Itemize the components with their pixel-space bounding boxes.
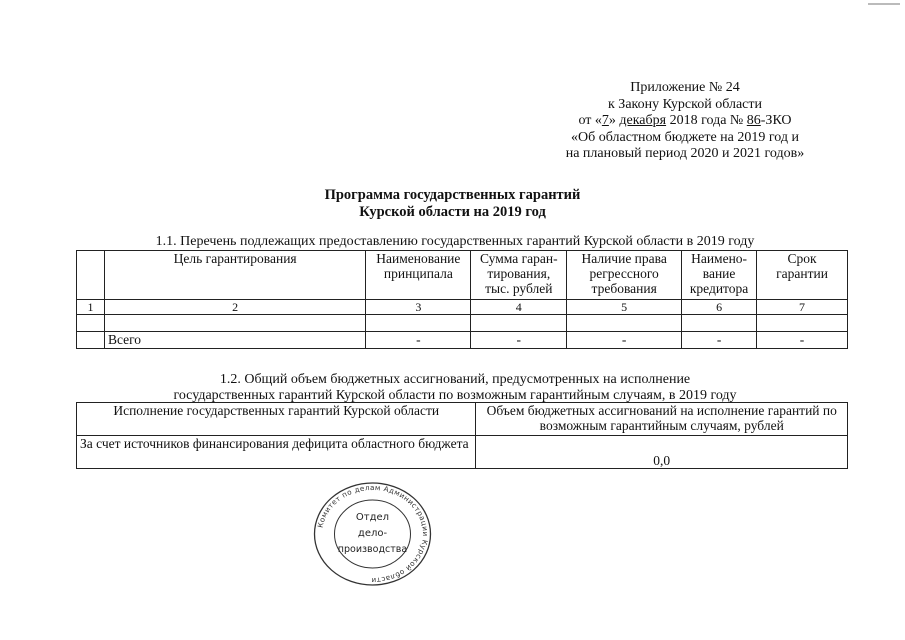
row-value: 0,0 xyxy=(476,436,848,469)
header-cell: Наименование принципала xyxy=(366,251,471,300)
appendix-header xyxy=(540,80,830,163)
total-value: - xyxy=(366,332,471,349)
appendix-line3: от «7» декабря 2018 года № 86-ЗКО xyxy=(578,113,792,128)
table-header-row xyxy=(77,403,848,436)
header-cell: Объем бюджетных ассигнований на исполнение гарантий по возможным гарантийным случаям, рублей xyxy=(476,403,848,436)
number-cell: 3 xyxy=(366,300,471,315)
header-cell: Исполнение государственных гарантий Курской области xyxy=(77,403,476,436)
header-cell: Наличие права регрессного требования xyxy=(567,251,682,300)
appendix-line5: на плановый период 2020 и 2021 годов» xyxy=(565,146,805,161)
stamp-ring-text: Комитет по делам Администрации Курской области xyxy=(315,482,431,586)
total-value: - xyxy=(471,332,567,349)
table-total-row xyxy=(77,332,848,349)
total-value: - xyxy=(567,332,682,349)
row-label: За счет источников финансирования дефицита областного бюджета xyxy=(77,436,476,469)
title-line1: Программа государственных гарантий xyxy=(324,187,581,203)
total-value: - xyxy=(682,332,757,349)
header-cell: Наимено- вание кредитора xyxy=(682,251,757,300)
header-cell: Цель гарантирования xyxy=(104,251,365,300)
official-stamp xyxy=(310,480,435,588)
document-title xyxy=(0,187,905,221)
number-cell: 7 xyxy=(757,300,848,315)
number-cell: 1 xyxy=(77,300,105,315)
stamp-line2: дело- xyxy=(357,528,388,539)
guarantees-table xyxy=(76,250,848,349)
title-line2: Курской области на 2019 год xyxy=(359,204,546,220)
stamp-line3: производства xyxy=(337,544,408,555)
section2-heading-line2: государственных гарантий Курской области по возможным гарантийным случаям, в 2019 году xyxy=(173,387,737,403)
scan-edge-mark xyxy=(868,3,900,5)
table-row xyxy=(77,436,848,469)
number-cell: 6 xyxy=(682,300,757,315)
section2-heading-line1: 1.2. Общий объем бюджетных ассигнований, предусмотренных на исполнение xyxy=(219,372,691,387)
allocations-table xyxy=(76,402,848,469)
table-number-row xyxy=(77,300,848,315)
header-cell: Сумма гаран- тирования, тыс. рублей xyxy=(471,251,567,300)
appendix-line4: «Об областном бюджете на 2019 год и xyxy=(571,129,799,145)
section1-heading: 1.1. Перечень подлежащих предоставлению государственных гарантий Курской области в 2019 году xyxy=(155,234,755,249)
appendix-line1: Приложение № 24 xyxy=(630,80,740,95)
header-cell xyxy=(77,251,105,300)
number-cell: 5 xyxy=(567,300,682,315)
header-cell: Срок гарантии xyxy=(757,251,848,300)
appendix-line2: к Закону Курской области xyxy=(608,96,762,112)
table-header-row xyxy=(77,251,848,300)
total-value: - xyxy=(757,332,848,349)
section2-heading xyxy=(60,372,850,403)
stamp-line1: Отдел xyxy=(355,512,390,523)
table-empty-row xyxy=(77,315,848,332)
number-cell: 4 xyxy=(471,300,567,315)
total-label: Всего xyxy=(104,332,365,349)
number-cell: 2 xyxy=(104,300,365,315)
